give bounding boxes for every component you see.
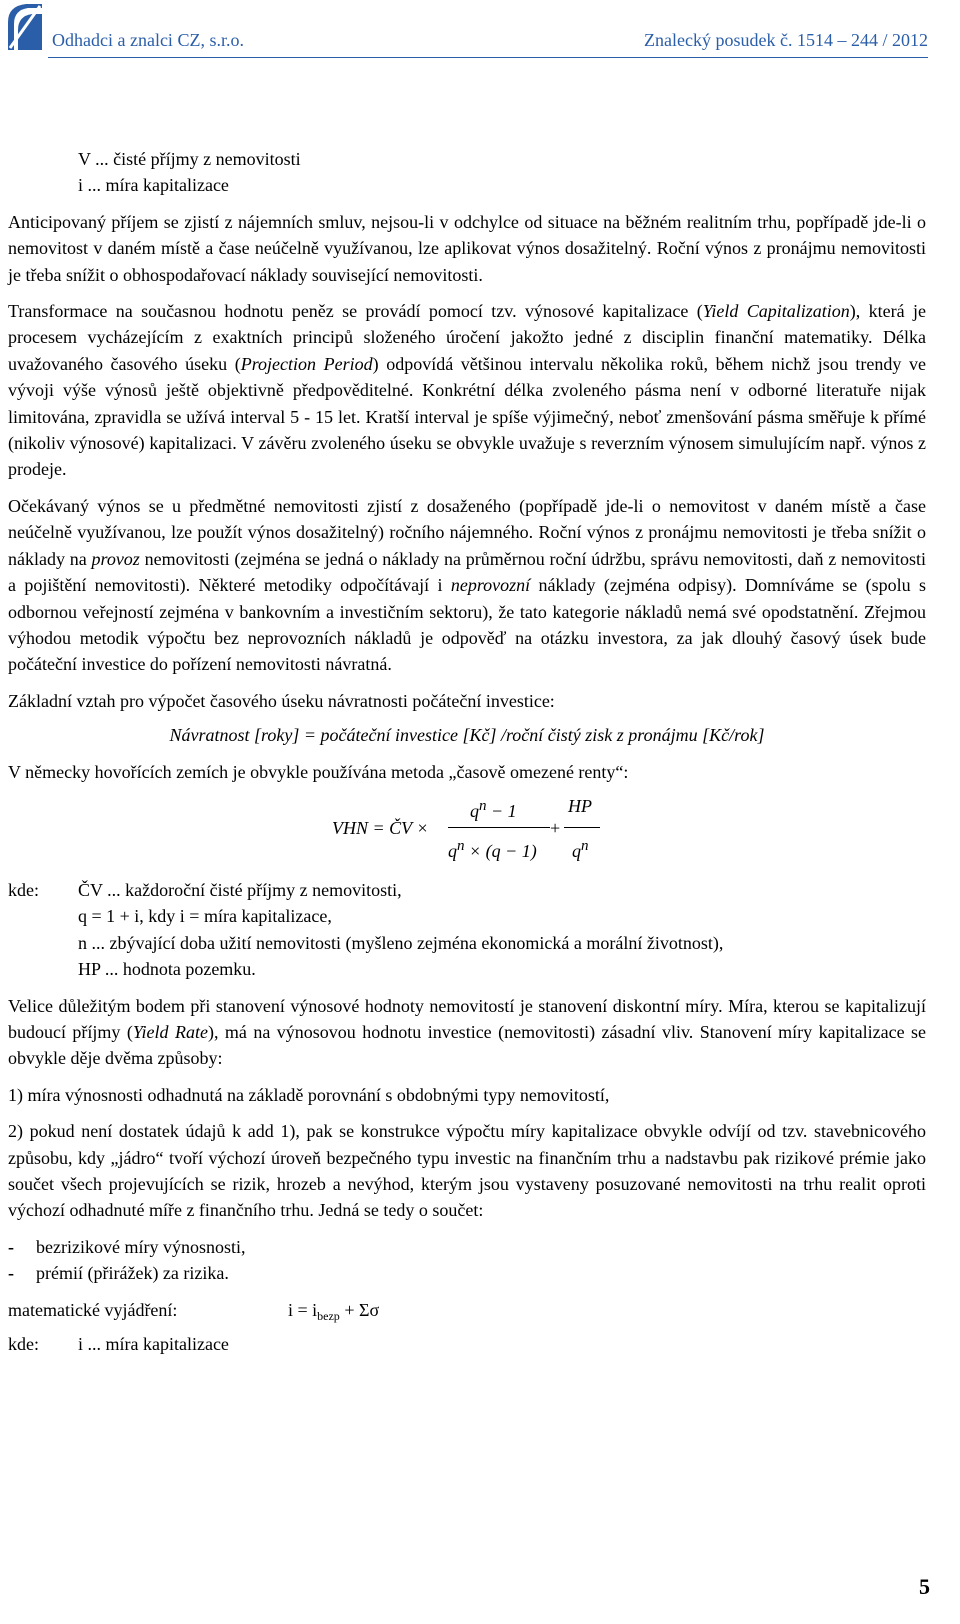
math-label: matematické vyjádření: bbox=[8, 1299, 178, 1320]
formula-numerator-1: $q^n - 1$ bbox=[470, 797, 517, 821]
company-logo-icon bbox=[4, 2, 46, 52]
formula-denominator-1: $q^n \times (q - 1)$ bbox=[448, 837, 537, 861]
kde-label: kde: bbox=[8, 1334, 39, 1355]
header-divider bbox=[48, 57, 928, 58]
paragraph-method-1: 1) míra výnosnosti odhadnutá na základě porovnání s obdobnými typy nemovitostí, bbox=[8, 1084, 610, 1105]
definitions-kde bbox=[8, 877, 723, 983]
kde-item: q = 1 + i, kdy i = míra kapitalizace, bbox=[78, 906, 332, 927]
document-body bbox=[8, 146, 926, 1357]
page-number: 5 bbox=[919, 1574, 930, 1599]
formula-lhs: VHN = ČV × bbox=[332, 817, 429, 838]
header-report-reference: Znalecký posudek č. 1514 – 244 / 2012 bbox=[644, 30, 928, 50]
kde-item: i ... míra kapitalizace bbox=[78, 1334, 229, 1355]
paragraph-anticipated-income: Anticipovaný příjem se zjistí z nájemních smluv, nejsou-li v odchylce od situace na běžném realitním trhu, popřípadě jde-li o nemovitost v daném místě a čase neúčelně využívanou, lze aplikovat výnos dosažitelný. Roční výnos z pronájmu nemovitosti je třeba snížit o obhospodařovací náklady související nemovitosti. bbox=[8, 211, 926, 285]
fraction-bar-1 bbox=[448, 827, 550, 828]
paragraph-discount-rate: Velice důležitým bodem při stanovení výnosové hodnoty nemovitostí je stanovení diskontní míry. Míra, kterou se kapitalizují budoucí příjmy (Yield Rate), má na výnosovou hodnotu investice (nemovitosti) zásadní vliv. Stanovení míry kapitalizace se obvykle děje dvěma způsoby: bbox=[8, 995, 927, 1069]
definition-v: V ... čisté příjmy z nemovitosti bbox=[78, 149, 301, 169]
formula-payback: Návratnost [roky] = počáteční investice [Kč] /roční čistý zisk z pronájmu [Kč/rok] bbox=[169, 725, 765, 746]
bullet-item: - bezrizikové míry výnosnosti, bbox=[8, 1236, 246, 1257]
paragraph-expected-income: Očekávaný výnos se u předmětné nemovitosti zjistí z dosaženého (popřípadě jde-li o nemovitost v daném místě a čase neúčelně využívanou, lze použít výnos dosažitelný) ročního nájemného. Roční výnos z pronájmu nemovitosti je třeba snížit o náklady na provoz nemovitosti (zejména se jedná o náklady na průměrnou roční údržbu, správu nemovitosti, daň z nemovitosti a pojištění nemovitosti). Některé metodiky odpočítávají i neprovozní náklady (zejména odpisy). Domníváme se (spolu s odbornou veřejností zejména v bankovním a investičním sektoru), že tato kategorie nákladů nemá své opodstatnění. Zřejmou výhodou metodik výpočtu bez neprovozních nákladů je odpověď na otázku investora, za jak dlouhý časový úsek bude počáteční investice do pořízení nemovitosti návratná. bbox=[8, 495, 926, 675]
paragraph-basic-relation: Základní vztah pro výpočet časového úseku návratnosti počáteční investice: bbox=[8, 690, 555, 711]
kde-item: ČV ... každoroční čisté příjmy z nemovitosti, bbox=[78, 879, 402, 900]
kde-item: n ... zbývající doba užití nemovitosti (myšleno zejména ekonomická a morální životnost), bbox=[78, 932, 724, 953]
math-expression-row bbox=[8, 1297, 926, 1323]
math-formula: $i = i_{bezp} + \Sigma\sigma$ bbox=[288, 1299, 380, 1323]
definitions-kde-2 bbox=[8, 1331, 229, 1357]
kde-item: HP ... hodnota pozemku. bbox=[78, 959, 256, 980]
paragraph-transformation: Transformace na současnou hodnotu peněz se provádí pomocí tzv. výnosové kapitalizace (Yield Capitalization), která je procesem vycházejícím z exaktních principů složeného úročení jakožto jedné z disciplin finanční matematiky. Délka uvažovaného časového úseku (Projection Period) odpovídá většinou intervalu několika roků, během nichž jsou trendy ve vývoji výše výnosů ještě objektivně předpověditelné. Konkrétní délka zvoleného pásma není v odborné literatuře nijak limitována, zpravidla se užívá interval 5 - 15 let. Kratší interval je spíše výjimečný, neboť zmenšování pásma směřuje k přímé (nikoliv výnosové) kapitalizaci. V závěru zvoleného úseku se obvykle uvažuje s reverzním výnosem simulujícím např. výnos z prodeje. bbox=[8, 301, 926, 480]
formula-denominator-2: $q^n$ bbox=[572, 837, 589, 861]
formula-numerator-2: HP bbox=[568, 795, 592, 816]
paragraph-german-method: V německy hovořících zemích je obvykle používána metoda „časově omezené renty“: bbox=[8, 761, 629, 782]
fraction-bar-2 bbox=[564, 827, 600, 828]
paragraph-method-2: 2) pokud není dostatek údajů k add 1), pak se konstrukce výpočtu míry kapitalizace obvykle odvíjí od tzv. stavebnicového způsobu, kdy „jádro“ tvoří výchozí úroveň bezpečného typu investic na finančním trhu a nadstavbu pak rizikové prémie jako součet všech projevujících se rizik, hrozeb a nevýhod, kterým jsou vystaveny posuzované nemovitosti na trhu realit oproti výchozí odhadnuté míře z finančního trhu. Jedná se tedy o součet: bbox=[8, 1121, 926, 1221]
bullet-item: - prémií (přirážek) za rizika. bbox=[8, 1263, 229, 1284]
header-company-name: Odhadci a znalci CZ, s.r.o. bbox=[52, 30, 244, 50]
definition-i: i ... míra kapitalizace bbox=[78, 175, 229, 196]
formula-plus: + bbox=[550, 817, 561, 838]
kde-label: kde: bbox=[8, 879, 39, 900]
formula-time-limited-annuity bbox=[8, 787, 926, 869]
page-header bbox=[0, 0, 960, 60]
